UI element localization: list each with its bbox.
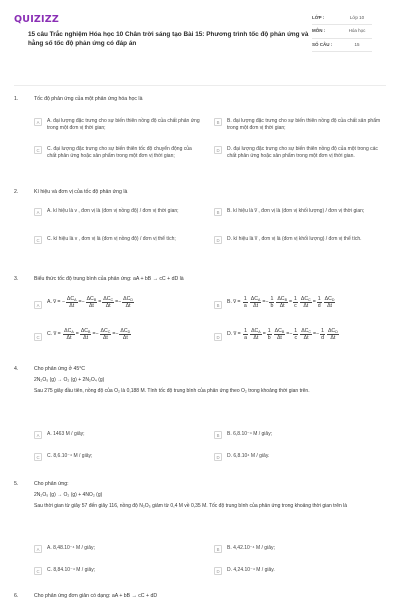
meta-grade: LỚP : Lớp 10 (312, 12, 372, 25)
formula-d: D. v̅ = $\frac{1}{a}$ $\frac{\Delta C_A}{\Delta t}$ = $\frac{1}{b}$ $\frac{\Delta C_B}{\Delta t}$ =− $\frac{1}{c}$ $\frac{\Delta C_C}{\Delta t}$ =− $\frac{1}{d}$ $\frac{\Delta C_D}{\Delta t}$ (227, 328, 338, 342)
question-equation: 2N₂O₅ (g) → O₂ (g) + 2N₂O₄ (g) (34, 377, 105, 384)
question-body: Sau thời gian từ giây 57 đến giây 116, nồng độ N₂O₅ giảm từ 0,4 M về 0,35 M. Tốc độ trung bình của phản ứng trong khoảng thời gian trên là (34, 503, 348, 510)
worksheet-title: 15 câu Trắc nghiệm Hóa học 10 Chân trời sáng tạo Bài 15: Phương trình tốc độ phản ứng và hằng số tốc độ phản ứng có đáp án (28, 31, 309, 47)
question-4-options (34, 431, 386, 459)
option-d[interactable]: D D. v̅ = $\frac{1}{a}$ $\frac{\Delta C_A}{\Delta t}$ = $\frac{1}{b}$ $\frac{\Delta C_B}{\Delta t}$ =− $\frac{1}{c}$ $\frac{\Delta C_C}{\Delta t}$ =− $\frac{1}{d}$ $\frac{\Delta C_D}{\Delta t}$ (214, 328, 386, 342)
question-1 (14, 96, 386, 103)
worksheet-meta (312, 12, 372, 52)
question-number: 3. (14, 276, 19, 282)
formula-a: A. v̅ = − $\frac{\Delta C_A}{\Delta t}$ =− $\frac{\Delta C_B}{\Delta t}$ = $\frac{\Delta C_C}{\Delta t}$ =− $\frac{\Delta C_D}{\Delta t}$ (47, 296, 133, 310)
question-text: Cho phản ứng ở 45°C (34, 366, 86, 372)
option-a[interactable]: A A. 1463 M / giây; (34, 431, 202, 439)
option-b[interactable]: B B. v̅ = $\frac{1}{a}$ $\frac{\Delta C_A}{\Delta t}$ =− $\frac{1}{b}$ $\frac{\Delta C_B}{\Delta t}$ = $\frac{1}{c}$ $\frac{\Delta C_C}{\Delta t}$ = $\frac{1}{d}$ $\frac{\Delta C_D}{\Delta t}$ (214, 296, 386, 310)
question-3 (14, 276, 386, 283)
question-5-options (34, 545, 386, 573)
meta-subject: MÔN : Hóa học (312, 25, 372, 38)
option-d[interactable]: D D. 6,8.10⁴ M / giây. (214, 453, 386, 461)
option-b[interactable]: B B. 4,42.10⁻⁴ M / giây; (214, 545, 386, 553)
question-2 (14, 189, 386, 196)
header-divider (14, 85, 386, 86)
option-c[interactable]: C C. đại lượng đặc trưng cho sự biến thiên tốc độ chuyển động của chất phản ứng hoặc sản phẩm trong một đơn vị thời gian; (34, 146, 202, 161)
question-number: 4. (14, 366, 19, 372)
option-c[interactable]: C C. 8,6.10⁻⁴ M / giây; (34, 453, 202, 461)
option-a[interactable]: A A. đại lượng đặc trưng cho sự biến thiên nồng độ của chất phản ứng trong một đơn vị thời gian; (34, 118, 202, 133)
question-2-options (34, 208, 386, 262)
question-number: 5. (14, 481, 19, 487)
option-d[interactable]: D D. 4,24.10⁻⁴ M / giây. (214, 567, 386, 575)
question-text: Tốc độ phản ứng của một phản ứng hóa học là (34, 96, 143, 102)
meta-question-count: SỐ CÂU : 15 (312, 39, 372, 52)
question-3-options (34, 296, 386, 354)
question-text: Kí hiệu và đơn vị của tốc độ phản ứng là (34, 189, 128, 195)
option-c[interactable]: C C. v̅ = $\frac{\Delta C_A}{\Delta t}$ = $\frac{\Delta C_B}{\Delta t}$ =− $\frac{\Delta C_C}{\Delta t}$ =− $\frac{\Delta C_D}{\Delta t}$ (34, 328, 206, 342)
question-6 (14, 593, 386, 600)
formula-c: C. v̅ = $\frac{\Delta C_A}{\Delta t}$ = $\frac{\Delta C_B}{\Delta t}$ =− $\frac{\Delta C_C}{\Delta t}$ =− $\frac{\Delta C_D}{\Delta t}$ (47, 328, 131, 342)
question-number: 1. (14, 96, 19, 102)
question-1-options (34, 118, 386, 178)
option-a[interactable]: A A. kí hiệu là v , đơn vị là (đơn vị nồng độ) / đơn vị thời gian; (34, 208, 202, 216)
question-number: 2. (14, 189, 19, 195)
option-b[interactable]: B B. kí hiệu là v̅ , đơn vị là (đơn vị khối lượng) / đơn vị thời gian; (214, 208, 386, 216)
question-number: 6. (14, 593, 19, 599)
quizizz-logo[interactable]: QUIZIZZ (14, 14, 59, 25)
question-5 (14, 481, 386, 511)
option-b[interactable]: B B. đại lượng đặc trưng cho sự biến thiên nồng độ của chất sản phẩm trong một đơn vị thời gian; (214, 118, 386, 133)
option-a[interactable]: A A. 8,48.10⁻⁴ M / giây; (34, 545, 202, 553)
worksheet-header (14, 0, 386, 86)
option-b[interactable]: B B. 6,8.10⁻⁴ M / giây; (214, 431, 386, 439)
formula-b: B. v̅ = $\frac{1}{a}$ $\frac{\Delta C_A}{\Delta t}$ =− $\frac{1}{b}$ $\frac{\Delta C_B}{\Delta t}$ = $\frac{1}{c}$ $\frac{\Delta C_C}{\Delta t}$ = $\frac{1}{d}$ $\frac{\Delta C_D}{\Delta t}$ (227, 296, 335, 310)
option-d[interactable]: D D. đại lượng đặc trưng cho sự biến thiên nồng độ của một trong các chất phản ứng hoặc sản phẩm trong một đơn vị thời gian. (214, 146, 386, 161)
question-4 (14, 366, 386, 396)
question-text: Cho phản ứng đơn giản có dạng: aA + bB → cC + dD (34, 593, 158, 599)
option-c[interactable]: C C. kí hiệu là v , đơn vị là (đơn vị nồng độ) / đơn vị thể tích; (34, 236, 202, 244)
option-c[interactable]: C C. 8,84.10⁻⁴ M / giây; (34, 567, 202, 575)
question-text: Cho phản ứng: (34, 481, 69, 487)
question-equation: 2N₂O₅ (g) → O₂ (g) + 4NO₂ (g) (34, 492, 103, 499)
question-body: Sau 275 giây đầu tiên, nồng độ của O₂ là 0,188 M. Tính tốc độ trung bình của phản ứng theo O₂ trong khoảng thời gian trên. (34, 388, 310, 395)
option-d[interactable]: D D. kí hiệu là v̅ , đơn vị là (đơn vị khối lượng) / đơn vị thể tích. (214, 236, 386, 244)
option-a[interactable]: A A. v̅ = − $\frac{\Delta C_A}{\Delta t}$ =− $\frac{\Delta C_B}{\Delta t}$ = $\frac{\Delta C_C}{\Delta t}$ =− $\frac{\Delta C_D}{\Delta t}$ (34, 296, 206, 310)
question-text: Biểu thức tốc độ trung bình của phản ứng: aA + bB → cC + dD là (34, 276, 184, 282)
